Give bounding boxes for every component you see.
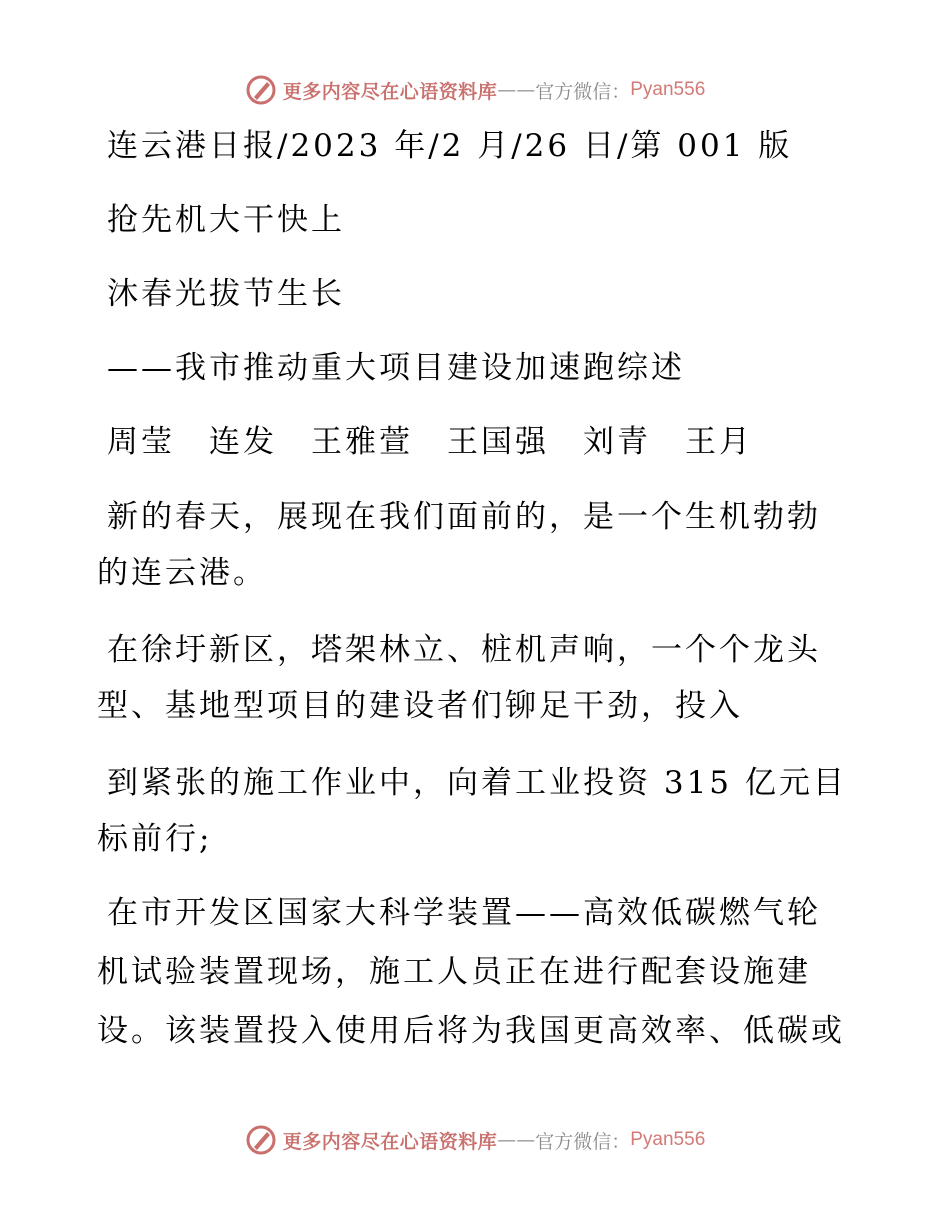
dateline: 连云港日报/2023 年/2 月/26 日/第 001 版 bbox=[107, 128, 793, 164]
pen-logo-icon bbox=[245, 1124, 277, 1156]
watermark-text: 更多内容尽在心语资料库 bbox=[282, 1130, 498, 1153]
watermark-id: Pyan556 bbox=[630, 1129, 706, 1150]
body-line: 机试验装置现场，施工人员正在进行配套设施建 bbox=[97, 954, 811, 990]
header-watermark bbox=[0, 70, 950, 110]
pen-logo-icon bbox=[245, 74, 277, 106]
body-line: 在徐圩新区，塔架林立、桩机声响，一个个龙头 bbox=[107, 632, 821, 668]
body-line: 的连云港。 bbox=[97, 555, 267, 591]
watermark-text: 更多内容尽在心语资料库 bbox=[282, 80, 498, 103]
subtitle: ——我市推动重大项目建设加速跑综述 bbox=[107, 350, 685, 386]
title-line-1: 抢先机大干快上 bbox=[107, 202, 345, 238]
watermark-label: 官方微信： bbox=[535, 80, 631, 103]
watermark-separator: —— bbox=[497, 79, 536, 101]
body-line: 新的春天，展现在我们面前的，是一个生机勃勃 bbox=[107, 499, 821, 535]
body-line: 在市开发区国家大科学装置——高效低碳燃气轮 bbox=[107, 895, 821, 931]
footer-watermark bbox=[0, 1120, 950, 1160]
title-line-2: 沐春光拔节生长 bbox=[107, 276, 345, 312]
authors: 周莹 连发 王雅萱 王国强 刘青 王月 bbox=[107, 424, 753, 460]
body-line: 设。该装置投入使用后将为我国更高效率、低碳或 bbox=[97, 1013, 845, 1049]
watermark-id: Pyan556 bbox=[630, 79, 706, 100]
watermark-label: 官方微信： bbox=[535, 1130, 631, 1153]
body-line: 标前行; bbox=[97, 821, 213, 857]
watermark-separator: —— bbox=[497, 1129, 536, 1151]
body-line: 到紧张的施工作业中，向着工业投资 315 亿元目 bbox=[107, 765, 847, 801]
body-line: 型、基地型项目的建设者们铆足干劲，投入 bbox=[97, 688, 743, 724]
